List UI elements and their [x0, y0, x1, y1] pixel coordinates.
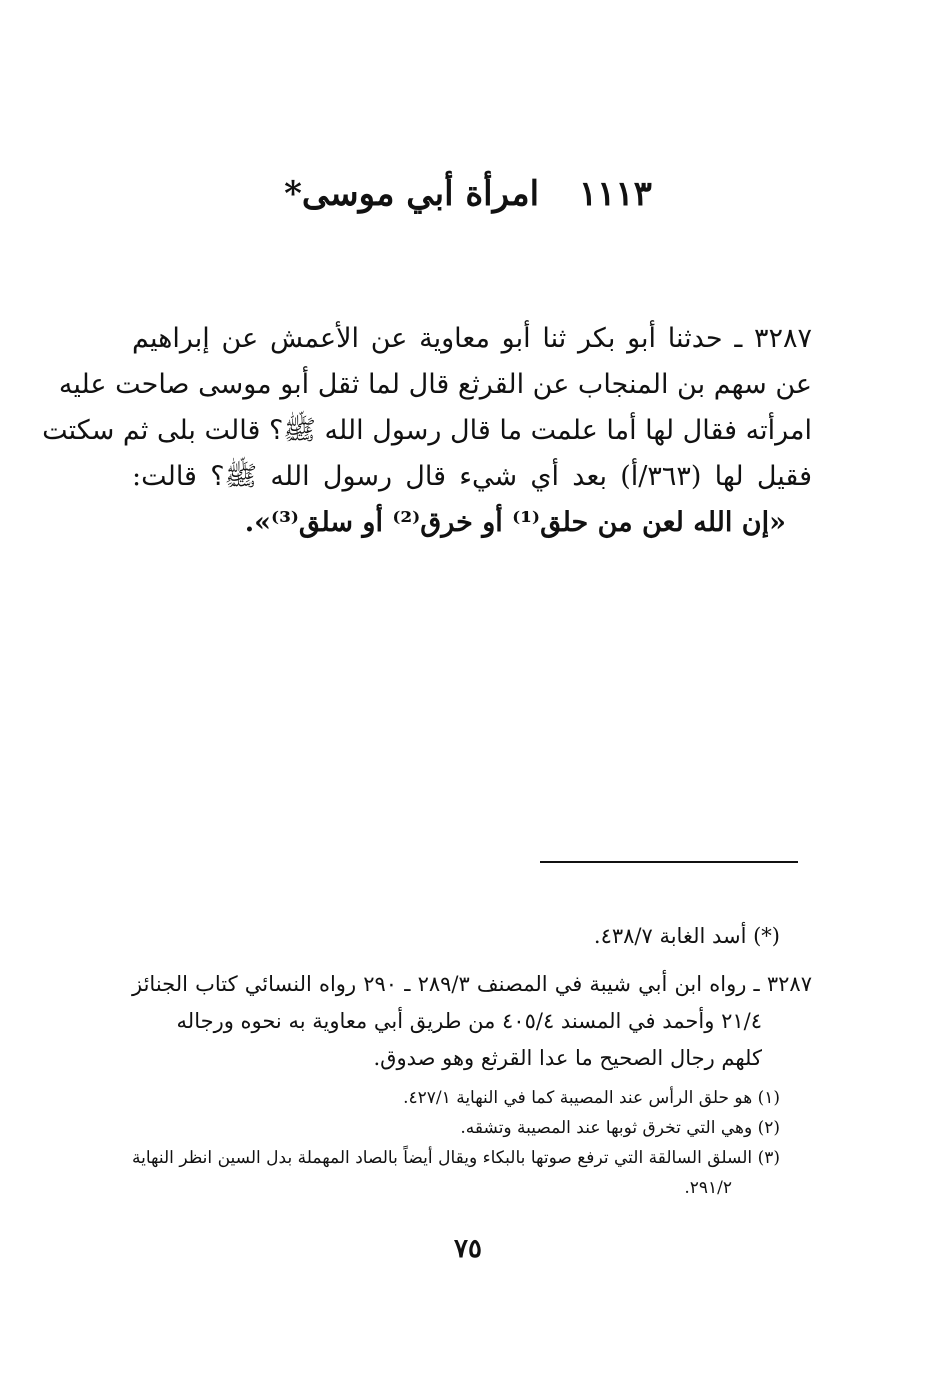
hadith-line: عن سهم بن المنجاب عن القرثع قال لما ثقل أبو موسى صاحت عليه [58, 369, 812, 400]
page-number: ٧٥ [454, 1234, 482, 1264]
chapter-title: امرأة أبي موسى* [284, 174, 540, 214]
chapter-number: ١١١٣ [578, 174, 652, 214]
footnote-item: (٣) السلق السالقة التي ترفع صوتها بالبكاء ويقال أيضاً بالصاد المهملة بدل السين انظر النهاية [132, 1148, 780, 1168]
hadith-text [42, 316, 812, 546]
footnote-divider [540, 861, 798, 863]
hadith-line: ٣٢٨٧ ـ حدثنا أبو بكر ثنا أبو معاوية عن الأعمش عن إبراهيم [132, 323, 812, 354]
footnote-line: ٣٢٨٧ ـ رواه ابن أبي شيبة في المصنف ٢٨٩/٣ ـ ٢٩٠ رواه النسائي كتاب الجنائز [132, 972, 812, 996]
footnote-line: كلهم رجال الصحيح ما عدا القرثع وهو صدوق. [373, 1046, 762, 1070]
footnote-item: (١) هو حلق الرأس عند المصيبة كما في النهاية ٤٢٧/١. [403, 1088, 780, 1108]
source-footnote: (*) أسد الغابة ٤٣٨/٧. [593, 924, 780, 948]
footnote-item: (٢) وهي التي تخرق ثوبها عند المصيبة وتشقه. [460, 1118, 780, 1138]
takhrij-footnote [132, 966, 812, 1077]
hadith-line: امرأته فقال لها أما علمت ما قال رسول الله ﷺ؟ قالت بلى ثم سكتت [42, 415, 812, 446]
chapter-heading [200, 172, 736, 216]
footnote-item-continuation: ٢٩١/٢. [684, 1178, 732, 1198]
hadith-line: فقيل لها (٣٦٣/أ) بعد أي شيء قال رسول الله ﷺ؟ قالت: [132, 461, 812, 492]
hadith-line: «إن الله لعن من حلق⁽¹⁾ أو خرق⁽²⁾ أو سلق⁽³⁾». [244, 507, 786, 538]
numbered-footnotes [132, 1083, 812, 1203]
footnote-line: ٢١/٤ وأحمد في المسند ٤٠٥/٤ من طريق أبي معاوية به نحوه ورجاله [176, 1009, 762, 1033]
